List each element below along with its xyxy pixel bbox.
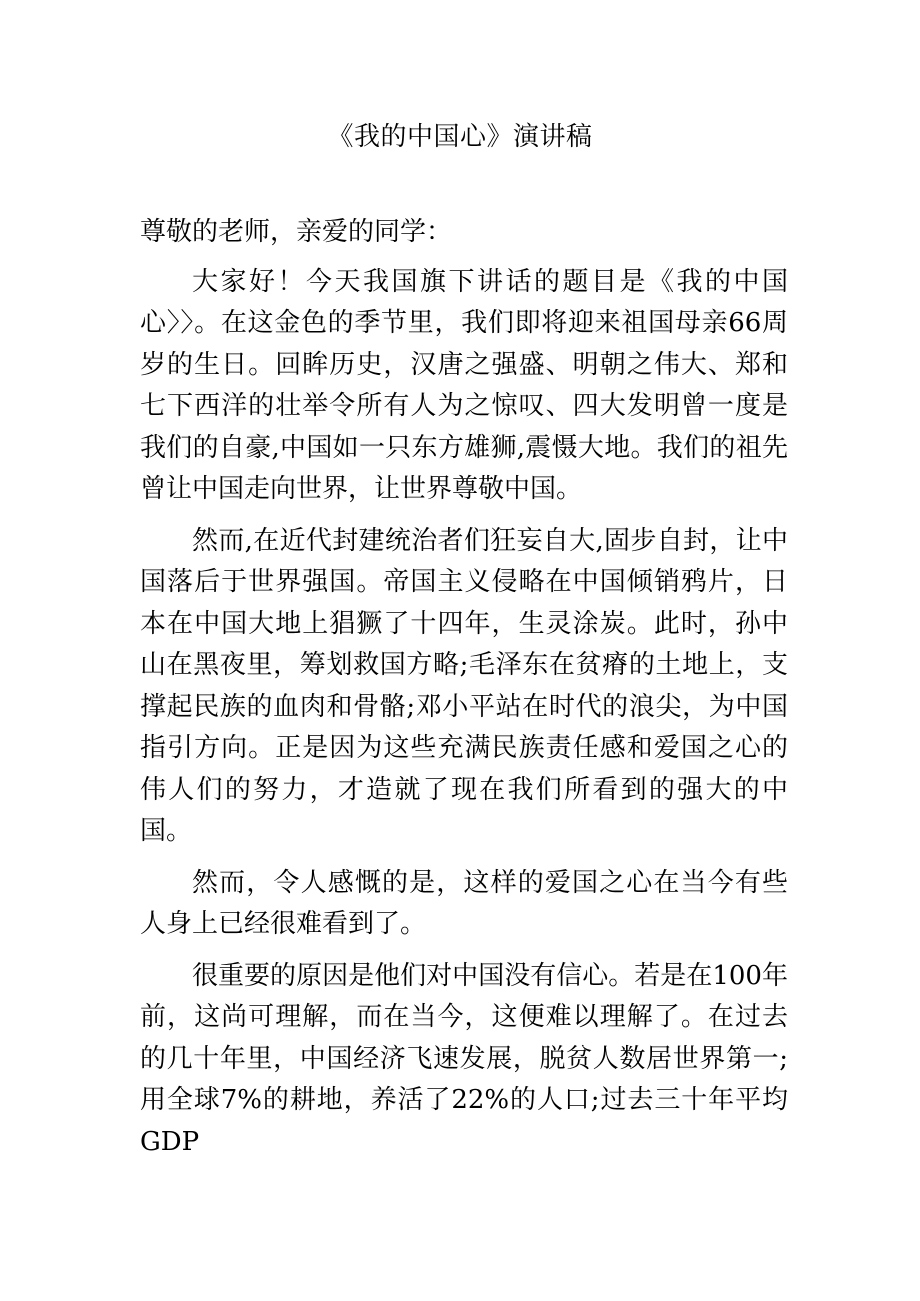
salutation: 尊敬的老师，亲爱的同学： <box>140 217 453 247</box>
document-body <box>140 212 788 1163</box>
document-title: 《我的中国心》演讲稿 <box>327 122 593 152</box>
paragraph-1: 大家好！今天我国旗下讲话的题目是《我的中国心〉〉。在这金色的季节里，我们即将迎来祖国母亲66周岁的生日。回眸历史，汉唐之强盛、明朝之伟大、郑和七下西洋的壮举令所有人为之惊叹、四大发明曾一度是我们的自豪,中国如一只东方雄狮,震慑大地。我们的祖先曾让中国走向世界，让世界尊敬中国。 <box>140 266 788 504</box>
paragraph-3: 然而，令人感慨的是，这样的爱国之心在当今有些人身上已经很难看到了。 <box>140 867 788 939</box>
paragraph-2: 然而,在近代封建统治者们狂妄自大,固步自封，让中国落后于世界强国。帝国主义侵略在中国倾销鸦片，日本在中国大地上猖獗了十四年，生灵涂炭。此时，孙中山在黑夜里，筹划救国方略;毛泽东在贫瘠的土地上，支撑起民族的血肉和骨骼;邓小平站在时代的浪尖，为中国指引方向。正是因为这些充满民族责任感和爱国之心的伟人们的努力，才造就了现在我们所看到的强大的中国。 <box>140 525 788 846</box>
paragraph-4: 很重要的原因是他们对中国没有信心。若是在100年前，这尚可理解，而在当今，这便难以理解了。在过去的几十年里，中国经济飞速发展，脱贫人数居世界第一;用全球7%的耕地，养活了22%的人口;过去三十年平均GDP <box>140 960 788 1157</box>
